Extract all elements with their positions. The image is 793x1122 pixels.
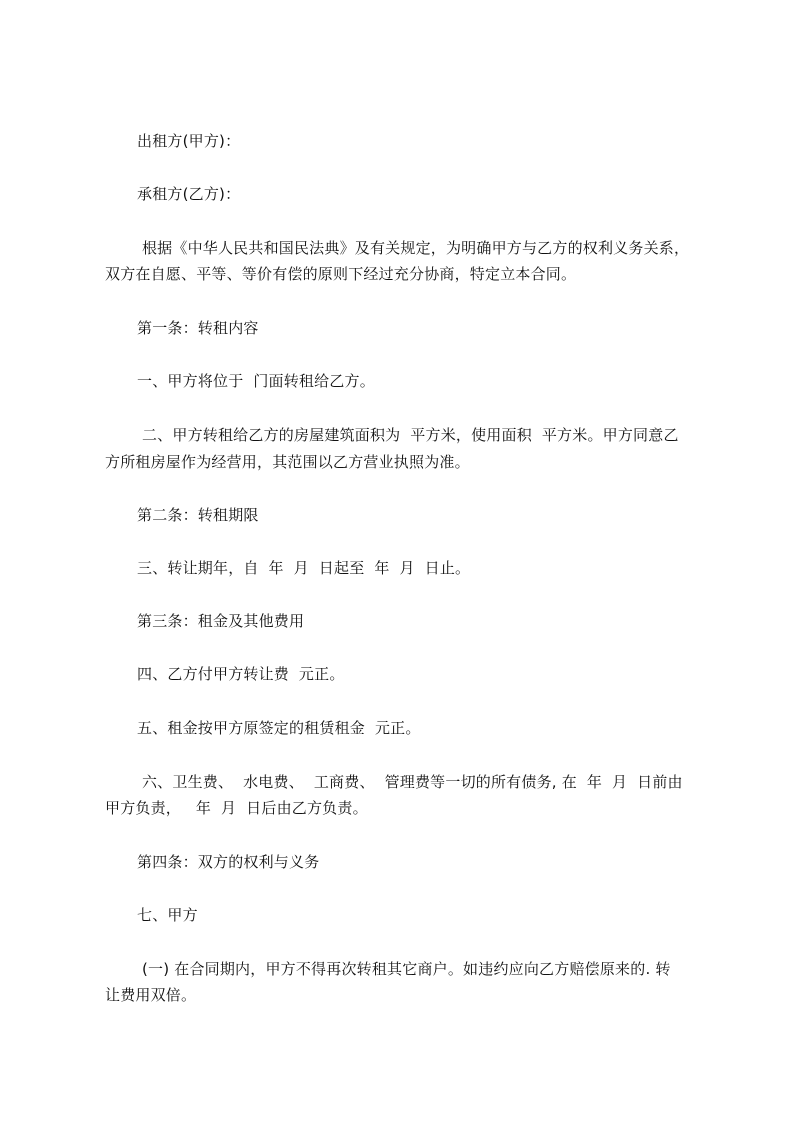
- clause-4: 四、乙方付甲方转让费 元正。: [137, 665, 345, 683]
- lessee-label: 承租方(乙方)：: [137, 185, 241, 203]
- clause-2-line-2: 方所租房屋作为经营用，其范围以乙方营业执照为准。: [105, 453, 470, 471]
- preamble-line-2: 双方在自愿、平等、等价有偿的原则下经过充分协商，特定立本合同。: [105, 265, 577, 283]
- clause-7-item-1-line-1: (一) 在合同期内，甲方不得再次转租其它商户。如违约应向乙方赔偿原来的. 转: [137, 960, 671, 978]
- article-2-title: 第二条：转租期限: [137, 506, 259, 524]
- preamble-line-1: 根据《中华人民共和国民法典》及有关规定，为明确甲方与乙方的权利义务关系，: [137, 239, 690, 257]
- clause-6-line-1: 六、卫生费、 水电费、 工商费、 管理费等一切的所有债务, 在 年 月 日前由: [137, 773, 683, 791]
- article-4-title: 第四条：双方的权利与义务: [137, 853, 320, 871]
- article-1-title: 第一条：转租内容: [137, 319, 259, 337]
- clause-3: 三、转让期年，自 年 月 日起至 年 月 日止。: [137, 559, 471, 577]
- clause-6-line-2: 甲方负责， 年 月 日后由乙方负责。: [105, 799, 368, 817]
- clause-7: 七、甲方: [137, 906, 198, 924]
- lessor-label: 出租方(甲方)：: [137, 132, 241, 150]
- article-3-title: 第三条：租金及其他费用: [137, 612, 305, 630]
- clause-2-line-1: 二、甲方转租给乙方的房屋建筑面积为 平方米，使用面积 平方米。甲方同意乙: [137, 426, 679, 444]
- clause-7-item-1-line-2: 让费用双倍。: [105, 986, 197, 1004]
- clause-1: 一、甲方将位于 门面转租给乙方。: [137, 372, 375, 390]
- clause-5: 五、租金按甲方原签定的租赁租金 元正。: [137, 719, 421, 737]
